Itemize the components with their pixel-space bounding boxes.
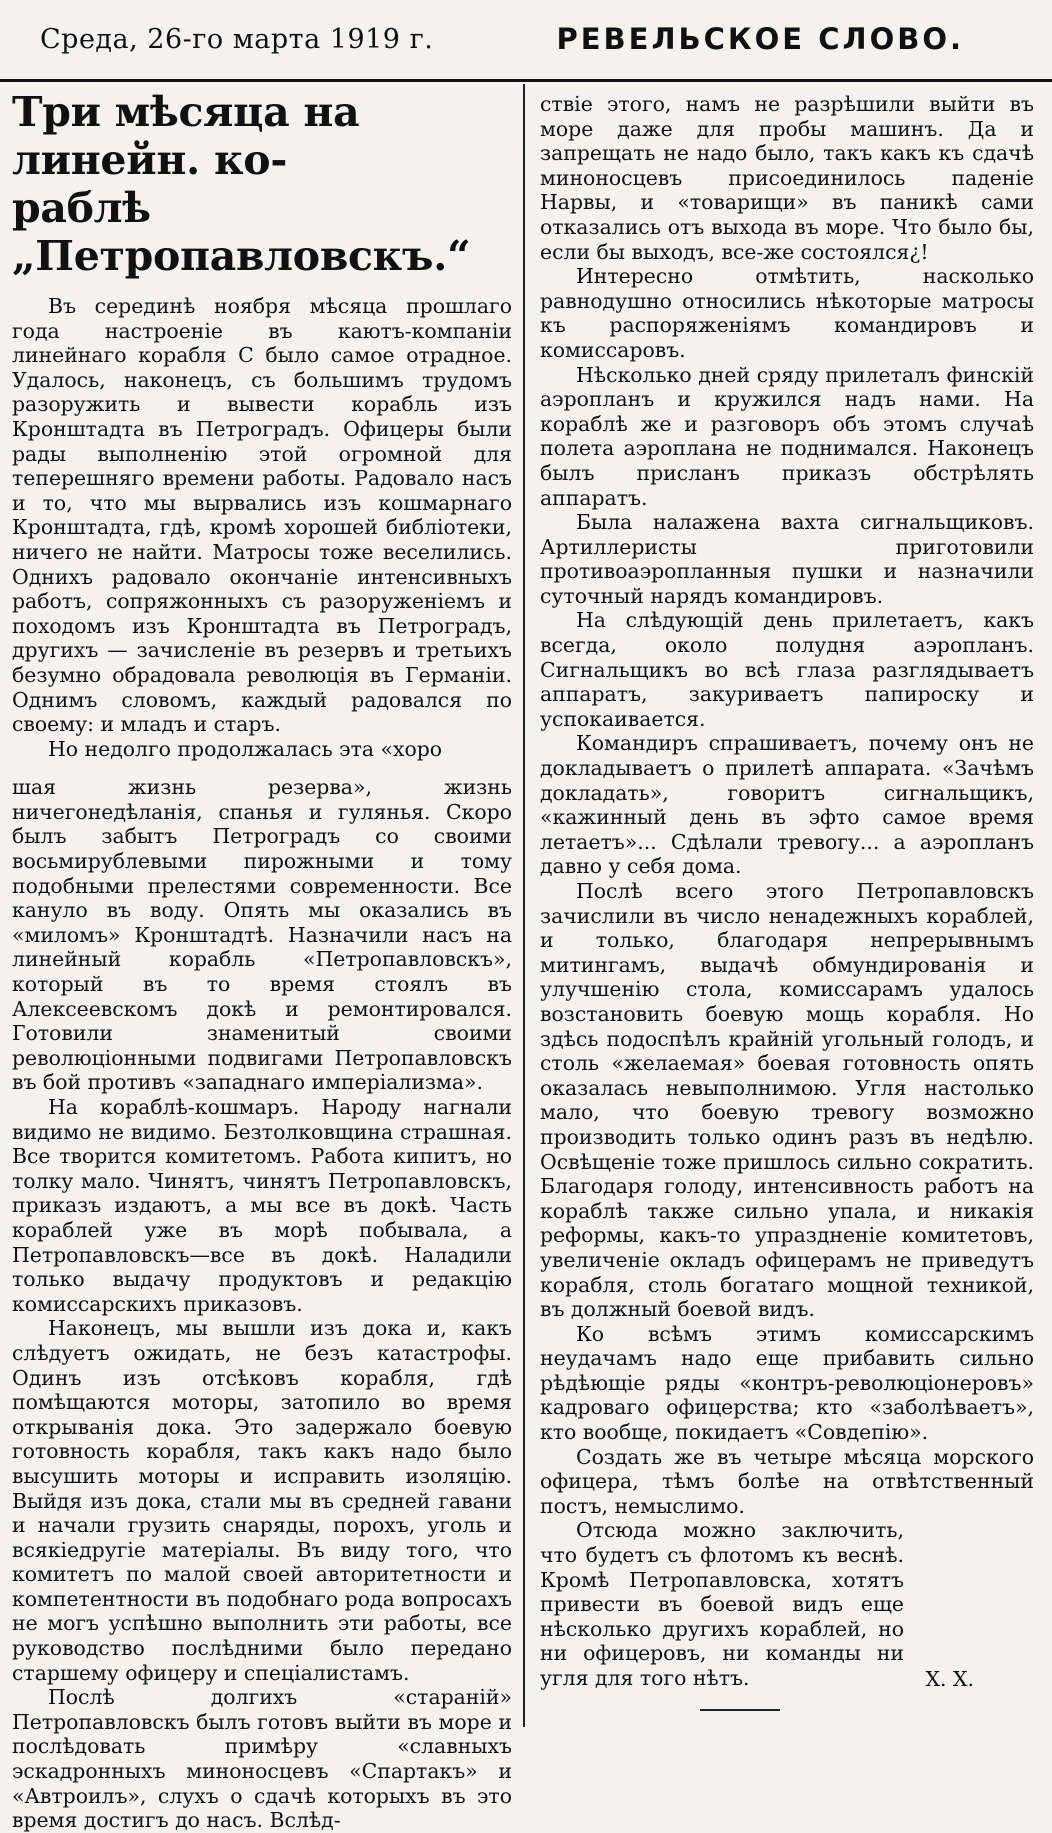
paragraph: На слѣдующій день прилетаетъ, какъ всегда, около полудня аэропланъ. Сигнальщикъ во всѣ глаза разглядываетъ аппаратъ, закуриваетъ папироску и успокаивается. (540, 608, 1034, 731)
paragraph: Нѣсколько дней сряду прилеталъ финскій аэропланъ и кружился надъ нами. На кораблѣ же и разговоръ объ этомъ случаѣ полета аэроплана не поднимался. Наконецъ былъ присланъ приказъ обстрѣлять аппаратъ. (540, 362, 1034, 510)
paragraph: Послѣ всего этого Петропавловскъ зачислили въ число ненадежныхъ кораблей, и только, благодаря непрерывнымъ митингамъ, выдачѣ обмундированія и улучшенію стола, комиссарамъ удалось возстановить боевую мощь корабля. Но здѣсь подоспѣлъ крайній угольный голодъ, и столь «желаемая» боевая готовность опять оказалась невыполнимою. Угля настолько мало, что боевую тревогу возможно производить только одинъ разъ въ недѣлю. Освѣщеніе тоже пришлось сильно сократить. Благодаря голоду, интенсивность работъ на кораблѣ также сильно упала, и никакія реформы, какъ-то упраздненіе комитетовъ, увеличеніе окладъ офицерамъ не приведутъ корабля, столь богатаго мощной техникой, въ должный боевой видъ. (540, 879, 1034, 1322)
page-header (0, 0, 1052, 82)
paragraph: Наконецъ, мы вышли изъ дока и, какъ слѣдуетъ ожидать, не безъ катастрофы. Одинъ изъ отсѣковъ корабля, гдѣ помѣщаются моторы, затопило во время открыванія дока. Это задержало боевую готовность корабля, такъ какъ надо было высушить моторы и исправить изоляцію. Выйдя изъ дока, стали мы въ средней гавани и начали грузить снаряды, порохъ, уголь и всякіедругіе матеріалы. Въ виду того, что комитетъ по малой своей авторитетности и компетентности въ подобнаго рода вопросахъ не могъ успѣшно выполнить эти работы, все руководство послѣдними было передано старшему офицеру и спеціалистамъ. (12, 1316, 512, 1685)
issue-date: Среда, 26-го марта 1919 г. (40, 24, 434, 55)
author-signature: Х. Х. (925, 1666, 974, 1691)
paragraph: ствіе этого, намъ не разрѣшили выйти въ море даже для пробы машинъ. Да и запрещать не надо было, такъ какъ къ сдачѣ миноносцевъ присоединилось паденіе Нарвы, и «товарищи» въ паникѣ сами отказались отъ выхода въ море. Что было бы, если бы выходъ, все-же состоялся¿! (540, 92, 1034, 264)
paragraph: Въ серединѣ ноября мѣсяца прошлаго года настроеніе въ каютъ-компаніи линейнаго корабля С было самое отрадное. Удалось, наконецъ, съ большимъ трудомъ разоружить и вывести корабль изъ Кронштадта въ Петроградъ. Офицеры были рады выполненію этой огромной для теперешняго времени работы. Радовало насъ и то, что мы вырвались изъ кошмарнаго Кронштадта, гдѣ, кромѣ хорошей библіотеки, ничего не найти. Матросы тоже веселились. Однихъ радовало окончаніе интенсивныхъ работъ, сопряжонныхъ съ разоруженіемъ и походомъ изъ Кронштадта въ Петроградъ, другихъ — зачисленіе въ резервъ и третьихъ безумно обрадовала революція въ Германіи. Однимъ словомъ, каждый радовался по своему: и младъ и старъ. (12, 294, 512, 737)
paragraph: Интересно отмѣтить, насколько равнодушно относились нѣкоторые матросы къ распоряженіямъ командировъ и комиссаровъ. (540, 264, 1034, 362)
column-divider (523, 84, 525, 1727)
article-title-line-1: Три мѣсяца на линейн. ко- (12, 88, 360, 184)
paragraph: Но недолго продолжалась эта «хоро (48, 736, 443, 761)
article-title-line-2: раблѣ „Петропавловскъ.“ (12, 184, 471, 280)
article-title (12, 88, 512, 280)
paragraph: Командиръ спрашиваетъ, почему онъ не докладываетъ о прилетѣ аппарата. «Зачѣмъ докладать», говоритъ сигнальщикъ, «кажинный день въ эфто самое время летаетъ»... Сдѣлали тревогу... а аэропланъ давно у себя дома. (540, 731, 1034, 879)
paragraph: Создать же въ четыре мѣсяца морского офицера, тѣмъ болѣе на отвѣтственный постъ, немыслимо. (540, 1444, 1034, 1518)
paragraph: Была налажена вахта сигнальщиковъ. Артиллеристы приготовили противоаэропланныя пушки и назначили суточный нарядъ командировъ. (540, 510, 1034, 608)
article-column-right (526, 82, 1052, 1727)
end-rule (700, 1709, 780, 1711)
paragraph: шая жизнь резерва», жизнь ничегонедѣланія, спанья и гулянья. Скоро былъ забытъ Петроградъ со своими восьмирублевыми пирожными и тому подобными прелестями современности. Все кануло въ воду. Опять мы оказались въ «миломъ» Кронштадтѣ. Назначили насъ на линейный корабль «Петропавловскъ», который въ то время стоялъ въ Алексеевскомъ докѣ и ремонтировался. Готовили знаменитый своими революціонными подвигами Петропавловскъ въ бой противъ «западнаго имперіализма». (12, 775, 512, 1095)
paragraph: Ко всѣмъ этимъ комиссарскимъ неудачамъ надо еще прибавить сильно рѣдѣющіе ряды «контръ-революціонеровъ» кадроваго офицерства; кто «заболѣваетъ», кто вообще, покидаетъ «Совдепію». (540, 1321, 1034, 1445)
paragraph: Послѣ долгихъ «стараній» Петропавловскъ былъ готовъ выйти въ море и послѣдовать примѣру «славныхъ эскадронныхъ миноносцевъ «Спартакъ» и «Автроилъ», слухъ о сдачѣ которыхъ въ это время достигъ до насъ. Вслѣд- (12, 1685, 512, 1833)
newspaper-name: РЕВЕЛЬСКОЕ СЛОВО. (556, 22, 964, 56)
paragraph: Отсюда можно заключить, что будетъ съ флотомъ къ веснѣ. Кромѣ Петропавловска, хотятъ привести въ боевой видъ еще нѣсколько другихъ кораблей, но ни офицеровъ, ни команды ни угля для того нѣтъ. (540, 1518, 904, 1690)
paragraph: На кораблѣ-кошмаръ. Народу нагнали видимо не видимо. Безтолковщина страшная. Все творится комитетомъ. Работа кипитъ, но толку мало. Чинятъ, чинятъ Петропавловскъ, приказъ издаютъ, а мы все въ докѣ. Часть кораблей уже въ морѣ побывала, а Петропавловскъ—все въ докѣ. Наладили только выдачу продуктовъ и редакцію комиссарскихъ приказовъ. (12, 1095, 512, 1316)
article-column-left (0, 82, 522, 1833)
